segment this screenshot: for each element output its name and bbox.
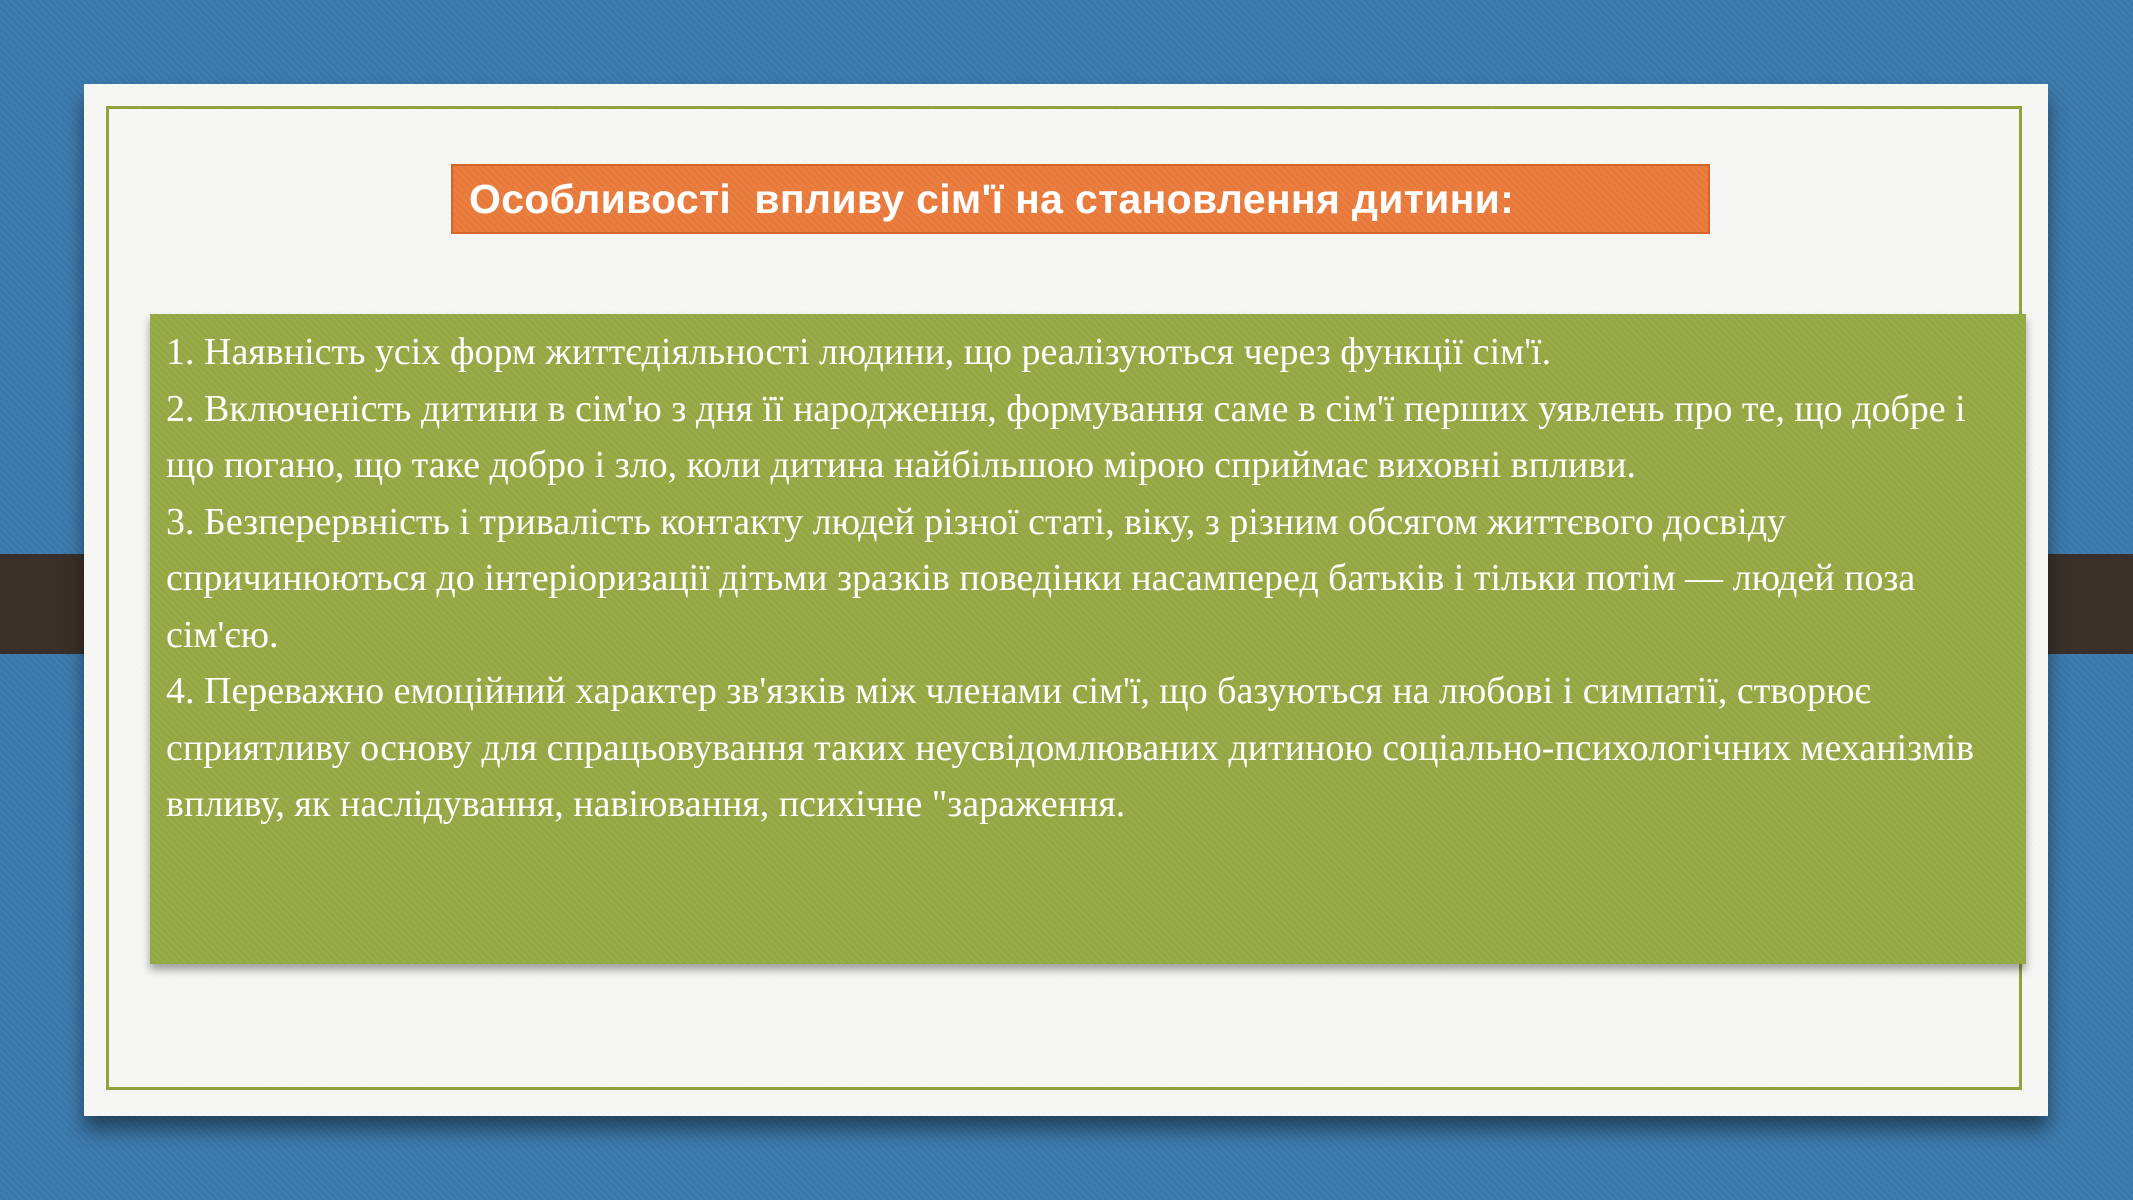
content-box: [150, 314, 2026, 964]
point-1: 1. Наявність усіх форм життєдіяльності людини, що реалізуються через функції сім'ї.: [166, 331, 1552, 373]
slide-title: Особливості впливу сім'ї на становлення дитини:: [469, 175, 1515, 222]
point-4: 4. Переважно емоційний характер зв'язків між членами сім'ї, що базуються на любові і симпатії, створює сприятливу основу для спрацьовування таких неусвідомлюваних дитиною соціально-психологічних механізмів впливу, як наслідування, навіювання, психічне "зараження.: [166, 670, 1975, 825]
point-3: 3. Безперервність і тривалість контакту людей різної статі, віку, з різним обсягом життєвого досвіду спричинюються до інтеріоризації дітьми зразків поведінки насамперед батьків і тільки потім — людей поза сім'єю.: [166, 500, 1916, 656]
title-banner: [451, 164, 1710, 234]
slide-card: [84, 84, 2048, 1116]
point-2: 2. Включеність дитини в сім'ю з дня її народження, формування саме в сім'ї перших уявлень про те, що добре і що погано, що таке добро і зло, коли дитина найбільшою мірою сприймає виховні впливи.: [166, 387, 1966, 486]
